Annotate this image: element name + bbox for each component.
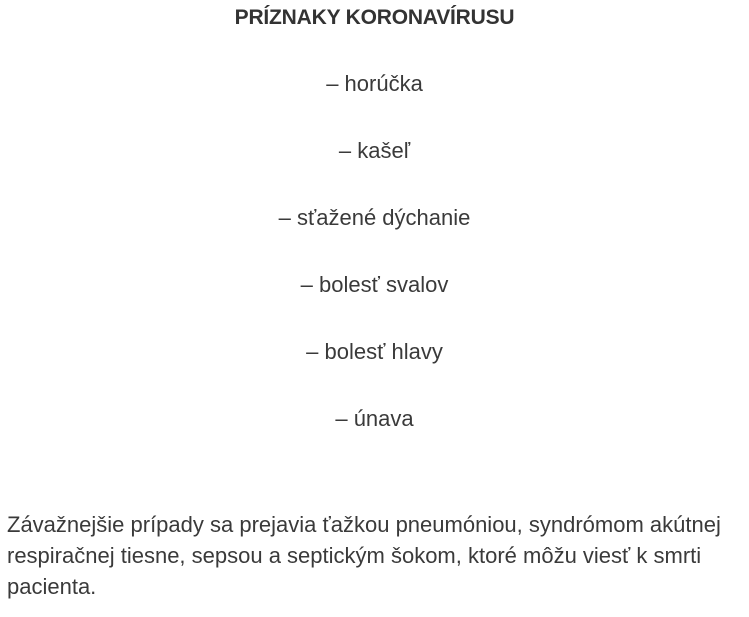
symptom-item-breathing: – sťažené dýchanie	[278, 205, 471, 230]
section-heading: PRÍZNAKY KORONAVÍRUSU	[234, 6, 515, 29]
severe-cases-paragraph: Závažnejšie prípady sa prejavia ťažkou pneumóniou, syndrómom akútnej respiračnej tiesne, sepsou a septickým šokom, ktoré môžu viesť k smrti pacienta.	[7, 512, 721, 599]
symptom-item-headache: – bolesť hlavy	[306, 339, 443, 364]
symptom-item-muscle-pain: – bolesť svalov	[300, 272, 449, 297]
symptom-item-fever: – horúčka	[326, 71, 423, 96]
symptom-item-fatigue: – únava	[335, 406, 414, 431]
symptom-item-cough: – kašeľ	[338, 138, 411, 163]
